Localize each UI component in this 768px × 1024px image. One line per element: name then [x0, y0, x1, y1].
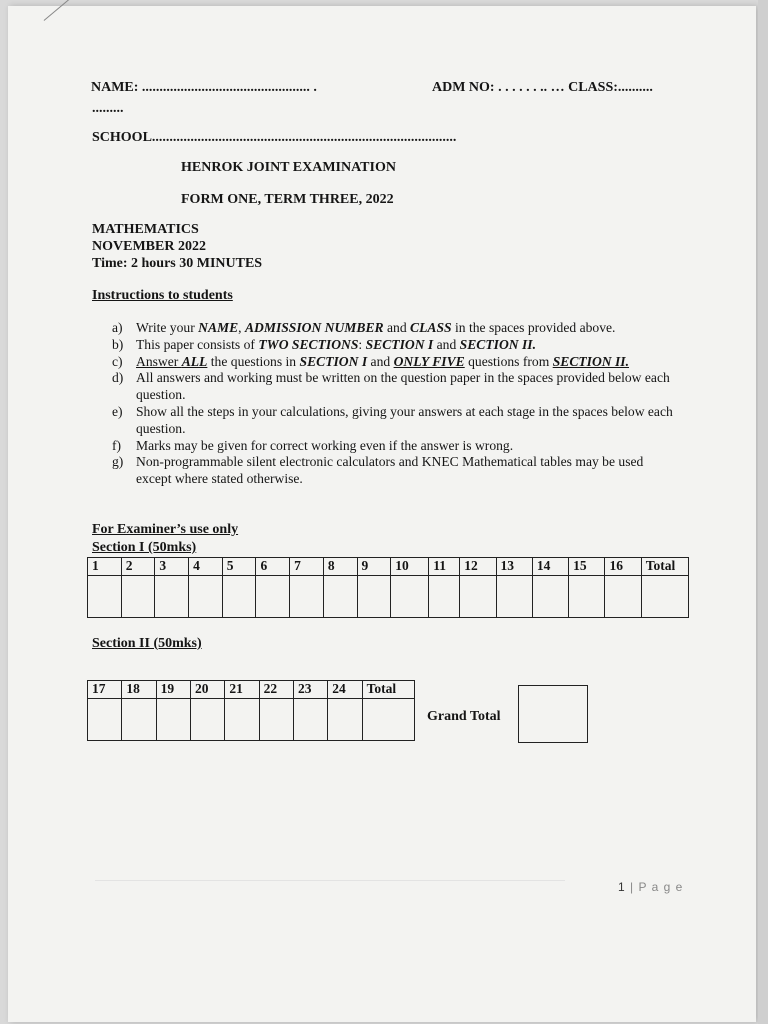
score-cell[interactable]	[121, 576, 155, 618]
form-term: FORM ONE, TERM THREE, 2022	[181, 192, 394, 207]
instruction-item	[92, 320, 682, 337]
instructions-list	[92, 320, 682, 488]
section1-marks-table	[87, 557, 689, 618]
item-marker: a)	[112, 320, 123, 335]
page-number-value: 1	[618, 880, 626, 894]
emphasis: SECTION II.	[552, 353, 629, 369]
col-header: 19	[156, 681, 190, 699]
score-cell[interactable]	[362, 699, 414, 741]
emphasis: ALL	[181, 353, 208, 369]
exam-date: NOVEMBER 2022	[92, 239, 206, 254]
page-edge	[758, 0, 768, 1024]
score-cell[interactable]	[641, 576, 688, 618]
text: This paper consists of	[136, 336, 259, 352]
item-marker: f)	[112, 437, 122, 453]
col-header: 14	[532, 558, 568, 576]
item-marker: g)	[112, 454, 124, 470]
header-dots: .........	[92, 101, 124, 116]
col-header: 4	[189, 558, 223, 576]
col-header: 24	[328, 681, 362, 699]
text: ,	[238, 320, 245, 335]
instruction-item	[92, 354, 682, 371]
col-header: 1	[88, 558, 122, 576]
text: Non-programmable silent electronic calculators and KNEC Mathematical tables may be used except where stated otherwise.	[136, 454, 644, 487]
emphasis: SECTION I	[299, 353, 368, 369]
score-cell[interactable]	[290, 576, 324, 618]
exam-title: HENROK JOINT EXAMINATION	[181, 160, 396, 175]
score-cell[interactable]	[323, 576, 357, 618]
col-header: 3	[155, 558, 189, 576]
col-header: 15	[569, 558, 605, 576]
text: in the spaces provided above.	[451, 320, 616, 335]
score-cell[interactable]	[189, 576, 223, 618]
col-header: 22	[259, 681, 293, 699]
score-cell[interactable]	[532, 576, 568, 618]
emphasis: SECTION II.	[459, 336, 536, 352]
page-number	[618, 880, 683, 894]
text: Show all the steps in your calculations, giving your answers at each stage in the spaces below each question.	[136, 403, 673, 436]
emphasis: CLASS	[410, 320, 452, 335]
text: Answer	[136, 353, 182, 369]
score-cell[interactable]	[256, 576, 290, 618]
emphasis: ONLY FIVE	[393, 353, 465, 369]
text: the questions in	[207, 353, 300, 369]
item-marker: d)	[112, 370, 124, 386]
text: :	[358, 336, 366, 352]
score-cell[interactable]	[605, 576, 641, 618]
name-field: NAME: ................................................ .	[91, 80, 317, 95]
instruction-item	[92, 404, 682, 438]
col-header: 10	[391, 558, 429, 576]
score-cell[interactable]	[88, 699, 122, 741]
instructions-heading: Instructions to students	[92, 288, 233, 303]
score-cell[interactable]	[122, 699, 156, 741]
instruction-item	[92, 438, 682, 455]
instruction-item	[92, 337, 682, 354]
item-marker: b)	[112, 336, 124, 352]
text: Write your	[136, 320, 199, 335]
score-cell[interactable]	[460, 576, 496, 618]
text: Marks may be given for correct working even if the answer is wrong.	[136, 437, 514, 453]
footer-rule	[95, 880, 565, 881]
school-field: SCHOOL.......................................................................................	[92, 130, 457, 145]
col-header: 21	[225, 681, 259, 699]
col-header: 7	[290, 558, 324, 576]
col-header: 9	[357, 558, 391, 576]
score-cell[interactable]	[496, 576, 532, 618]
col-header: Total	[641, 558, 688, 576]
score-cell[interactable]	[88, 576, 122, 618]
score-cell[interactable]	[222, 576, 256, 618]
subject: MATHEMATICS	[92, 222, 199, 237]
emphasis: NAME	[198, 320, 239, 335]
emphasis: ADMISSION NUMBER	[244, 320, 384, 335]
emphasis: TWO SECTIONS	[258, 336, 359, 352]
text: questions from	[464, 353, 553, 369]
section1-label: Section I (50mks)	[92, 540, 197, 555]
col-header: Total	[362, 681, 414, 699]
text: and	[367, 353, 394, 369]
score-cell[interactable]	[293, 699, 327, 741]
text: and	[383, 320, 411, 335]
col-header: 16	[605, 558, 641, 576]
col-header: 6	[256, 558, 290, 576]
score-cell[interactable]	[429, 576, 460, 618]
score-cell[interactable]	[391, 576, 429, 618]
section2-marks-table	[87, 680, 415, 741]
instruction-item	[92, 370, 682, 404]
exam-paper	[8, 6, 756, 1022]
instruction-item	[92, 454, 682, 488]
col-header: 18	[122, 681, 156, 699]
emphasis: SECTION I	[365, 336, 434, 352]
score-cell[interactable]	[156, 699, 190, 741]
page-word: | P a g e	[630, 880, 684, 894]
text: All answers and working must be written on the question paper in the spaces provided below each question.	[136, 370, 670, 403]
col-header: 11	[429, 558, 460, 576]
score-cell[interactable]	[155, 576, 189, 618]
exam-time: Time: 2 hours 30 MINUTES	[92, 256, 263, 271]
grand-total-label: Grand Total	[427, 709, 501, 724]
col-header: 17	[88, 681, 122, 699]
col-header: 8	[323, 558, 357, 576]
adm-class-field: ADM NO: . . . . . . .. … CLASS:..........	[432, 80, 653, 95]
text: and	[433, 336, 460, 352]
grand-total-box[interactable]	[518, 685, 588, 743]
score-cell[interactable]	[569, 576, 605, 618]
examiner-heading: For Examiner’s use only	[92, 522, 239, 537]
section2-label: Section II (50mks)	[92, 636, 202, 651]
col-header: 23	[293, 681, 327, 699]
score-cell[interactable]	[259, 699, 293, 741]
score-cell[interactable]	[225, 699, 259, 741]
item-marker: e)	[112, 403, 123, 419]
score-cell[interactable]	[190, 699, 224, 741]
col-header: 13	[496, 558, 532, 576]
item-marker: c)	[112, 353, 123, 369]
col-header: 2	[121, 558, 155, 576]
col-header: 5	[222, 558, 256, 576]
score-cell[interactable]	[357, 576, 391, 618]
score-cell[interactable]	[328, 699, 362, 741]
col-header: 20	[190, 681, 224, 699]
col-header: 12	[460, 558, 496, 576]
